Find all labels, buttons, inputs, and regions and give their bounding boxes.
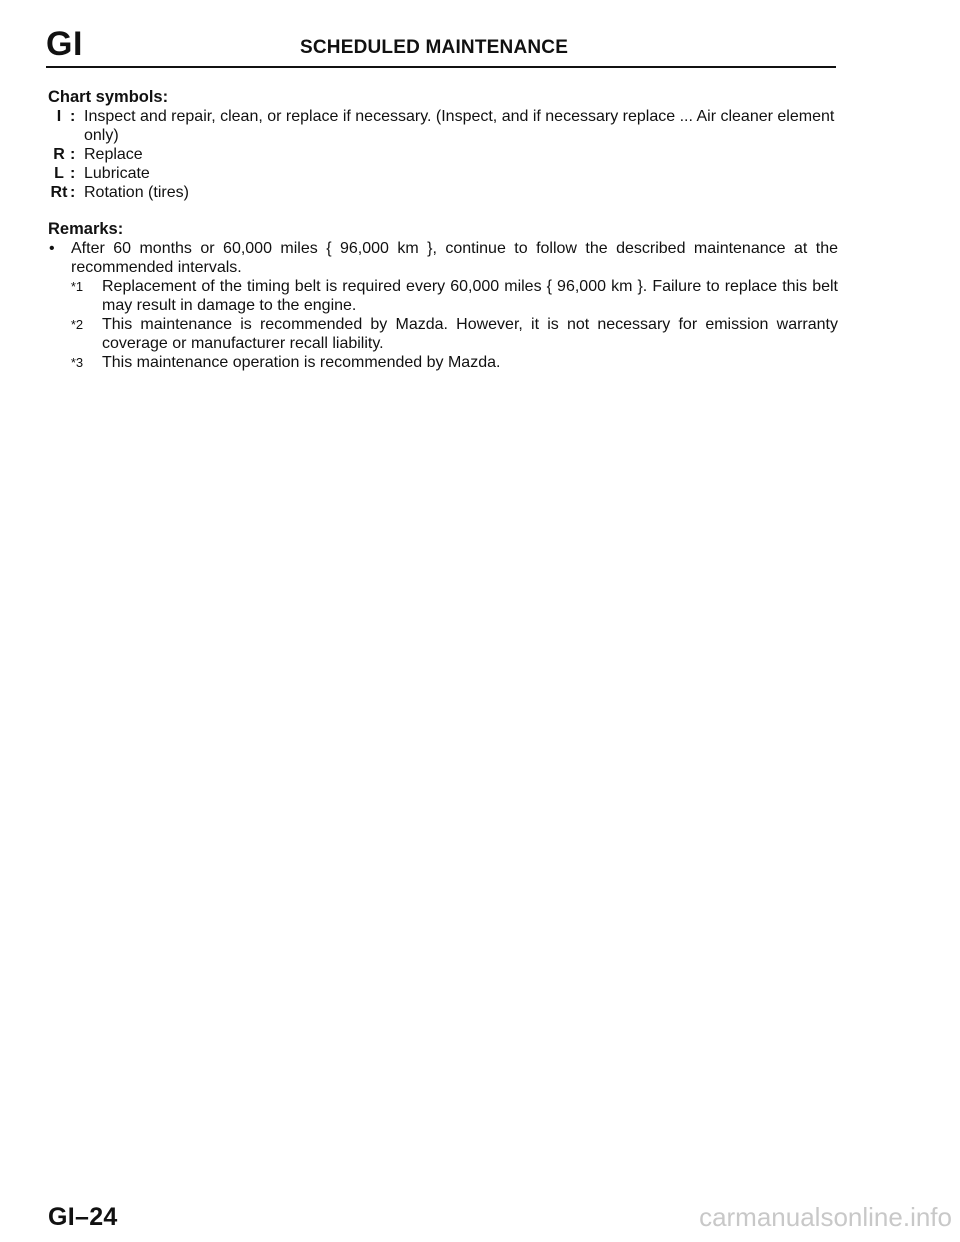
header-rule bbox=[46, 66, 836, 68]
symbol-description: Inspect and repair, clean, or replace if necessary. (Inspect, and if necessary replace ... Air cleaner element only) bbox=[84, 108, 835, 144]
symbol-key: L bbox=[54, 165, 64, 182]
footnote-mark: *3 bbox=[70, 355, 84, 370]
chart-symbols-heading: Chart symbols: bbox=[48, 88, 169, 106]
page-number: GI–24 bbox=[48, 1203, 118, 1231]
remarks-heading: Remarks: bbox=[48, 220, 124, 238]
symbol-colon: : bbox=[70, 108, 76, 125]
footnote-2 bbox=[48, 315, 838, 353]
symbol-description: Rotation (tires) bbox=[84, 184, 189, 201]
symbol-colon: : bbox=[70, 165, 76, 182]
footnote-mark: *2 bbox=[70, 317, 84, 332]
symbol-row-rotation bbox=[48, 183, 838, 202]
symbol-description: Lubricate bbox=[84, 165, 150, 182]
symbol-key: Rt bbox=[50, 184, 68, 201]
symbol-key: R bbox=[53, 146, 65, 163]
symbol-key: I bbox=[56, 108, 62, 125]
section-code: GI bbox=[46, 25, 83, 63]
symbol-colon: : bbox=[70, 184, 76, 201]
symbol-row-lubricate bbox=[48, 164, 838, 183]
watermark: carmanualsonline.info bbox=[699, 1202, 952, 1232]
footnote-mark: *1 bbox=[70, 279, 84, 294]
symbol-row-inspect bbox=[48, 107, 838, 145]
footnote-3 bbox=[48, 353, 838, 372]
remarks-bullet-text: After 60 months or 60,000 miles { 96,000 km }, continue to follow the described maintenance at the recommended intervals. bbox=[71, 240, 838, 276]
footnote-1 bbox=[48, 277, 838, 315]
bullet-icon: • bbox=[49, 240, 55, 257]
symbol-colon: : bbox=[70, 146, 76, 163]
page-header bbox=[46, 22, 836, 68]
remarks-bullet bbox=[48, 239, 838, 277]
symbol-description: Replace bbox=[84, 146, 143, 163]
main-content bbox=[48, 88, 838, 372]
footnote-text: This maintenance is recommended by Mazda. However, it is not necessary for emission warranty coverage or manufacturer recall liability. bbox=[102, 316, 838, 352]
footnote-text: Replacement of the timing belt is required every 60,000 miles { 96,000 km }. Failure to replace this belt may result in damage to the engine. bbox=[102, 278, 838, 314]
page-title: SCHEDULED MAINTENANCE bbox=[300, 37, 569, 58]
footnote-text: This maintenance operation is recommended by Mazda. bbox=[102, 354, 501, 371]
remarks-section bbox=[48, 220, 838, 372]
symbol-row-replace bbox=[48, 145, 838, 164]
